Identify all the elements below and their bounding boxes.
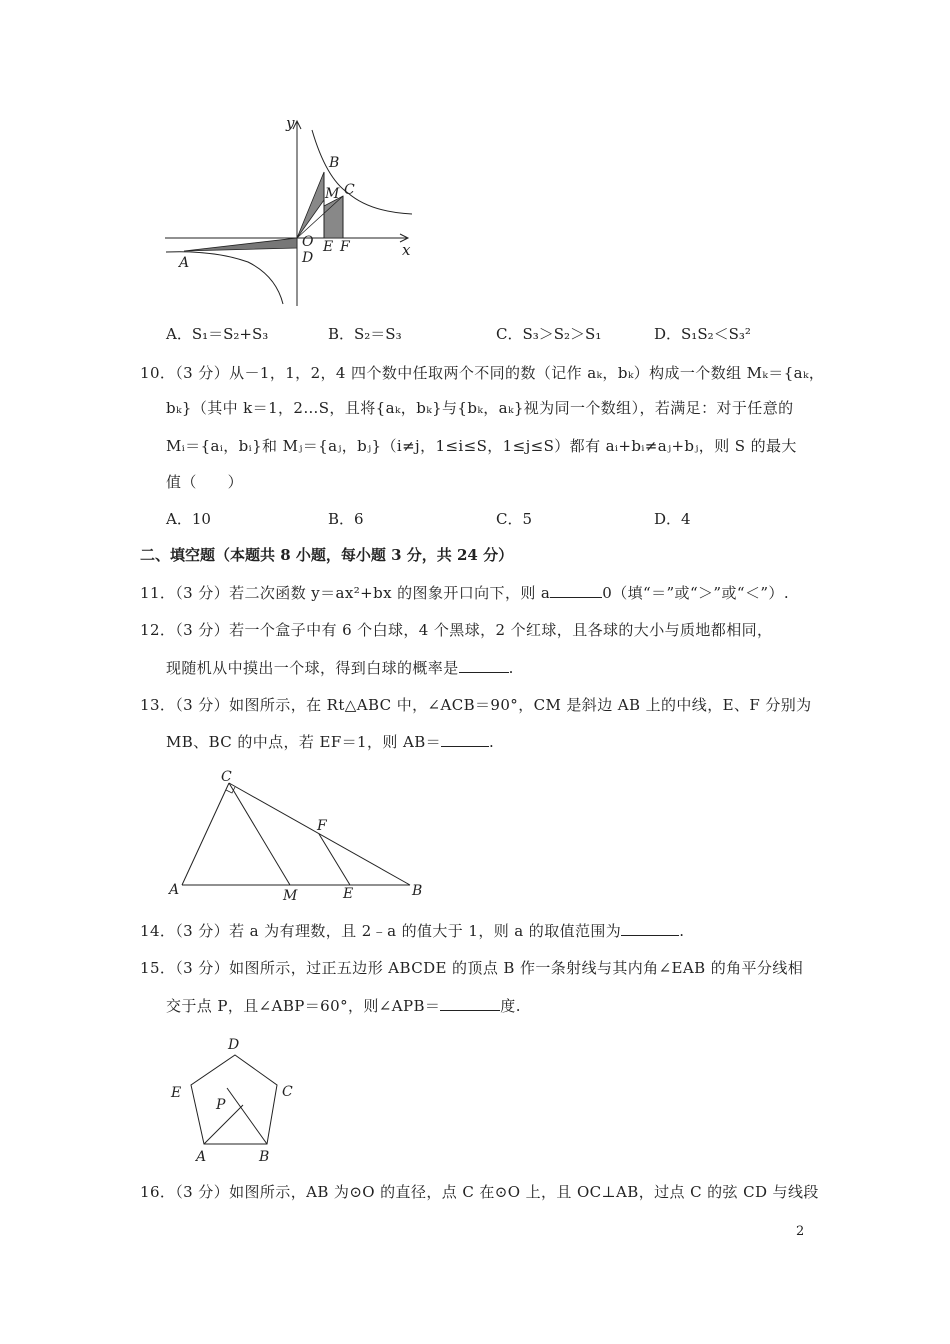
q10-option-a: A．10 [166, 510, 211, 528]
q14-answer-blank [621, 920, 679, 936]
q13-label-F: F [317, 818, 327, 834]
q9-label-C: C [344, 182, 355, 198]
q11 [140, 582, 789, 604]
q10-line-3: Mᵢ＝{aᵢ，bᵢ}和 Mⱼ＝{aⱼ，bⱼ}（i≠j，1≤i≤S，1≤j≤S）都有 aᵢ+bᵢ≠aⱼ+bⱼ，则 S 的最大 [166, 437, 797, 455]
q15-text-before: 交于点 P，且∠ABP＝60°，则∠APB＝ [166, 997, 441, 1015]
q10-line-2: bₖ}（其中 k＝1，2…S，且将{aₖ，bₖ}与{bₖ，aₖ}视为同一个数组），若满足：对于任意的 [166, 399, 794, 417]
q9-label-D: D [302, 250, 314, 266]
q9-label-x: x [402, 241, 411, 259]
q11-answer-blank [550, 582, 602, 598]
q15-line-2 [166, 995, 521, 1017]
q13-label-B: B [412, 883, 423, 899]
q13-line-1: 13．（3 分）如图所示，在 Rt△ABC 中，∠ACB＝90°，CM 是斜边 AB 上的中线，E、F 分别为 [140, 696, 812, 714]
section-fill-in-heading: 二、填空题（本题共 8 小题，每小题 3 分，共 24 分） [140, 546, 514, 564]
q15-label-C: C [282, 1084, 293, 1100]
q9-option-a: A．S₁＝S₂+S₃ [166, 325, 269, 343]
q10-option-d: D．4 [654, 510, 691, 528]
q13-line-2 [166, 731, 494, 753]
q15-label-D: D [228, 1037, 240, 1053]
q12-line-2 [166, 657, 514, 679]
q11-text-before: 11．（3 分）若二次函数 y＝ax²+bx 的图象开口向下，则 a [140, 584, 551, 602]
q15-label-E: E [171, 1085, 182, 1101]
q13-label-E: E [343, 886, 354, 902]
q13-label-M: M [283, 888, 298, 904]
q15-text-after: 度. [500, 997, 521, 1015]
q13-label-A: A [169, 882, 180, 898]
q9-label-y: y [286, 114, 295, 132]
q9-label-O: O [302, 234, 314, 250]
q15-figure [160, 1030, 310, 1170]
q9-label-E: E [323, 239, 334, 255]
q14-text-after: . [679, 922, 685, 940]
q16-line-1: 16．（3 分）如图所示，AB 为⊙O 的直径，点 C 在⊙O 上，且 OC⊥AB，过点 C 的弦 CD 与线段 [140, 1183, 819, 1201]
q9-figure [160, 108, 420, 313]
q14 [140, 920, 684, 942]
q12-answer-blank [459, 657, 509, 673]
q13-answer-blank [441, 731, 489, 747]
q15-answer-blank [440, 995, 500, 1011]
q13-text-before: MB、BC 的中点，若 EF＝1，则 AB＝ [166, 733, 442, 751]
q15-label-B: B [259, 1149, 270, 1165]
q12-text-before: 现随机从中摸出一个球，得到白球的概率是 [166, 659, 459, 677]
q12-text-after: . [508, 659, 514, 677]
page-number: 2 [796, 1224, 805, 1239]
q9-label-M: M [325, 186, 340, 202]
q10-option-b: B．6 [328, 510, 364, 528]
q15-label-A: A [196, 1149, 207, 1165]
q12-line-1: 12．（3 分）若一个盒子中有 6 个白球，4 个黑球，2 个红球，且各球的大小与质地都相同， [140, 621, 773, 639]
q13-label-C: C [221, 769, 232, 785]
q13-figure [160, 760, 440, 910]
q9-label-A: A [179, 255, 190, 271]
q9-option-b: B．S₂＝S₃ [328, 325, 402, 343]
q15-label-P: P [216, 1097, 226, 1113]
q10-line-4: 值（ ） [166, 473, 244, 491]
q9-label-F: F [340, 239, 350, 255]
q15-line-1: 15．（3 分）如图所示，过正五边形 ABCDE 的顶点 B 作一条射线与其内角∠EAB 的角平分线相 [140, 959, 804, 977]
q10-option-c: C．5 [496, 510, 533, 528]
q11-text-after: 0（填“＝”或“＞”或“＜”）. [602, 584, 790, 602]
q13-text-after: . [489, 733, 495, 751]
q9-option-d: D．S₁S₂＜S₃² [654, 325, 751, 343]
q9-label-B: B [329, 155, 340, 171]
q10-line-1: 10．（3 分）从－1，1，2，4 四个数中任取两个不同的数（记作 aₖ，bₖ）构成一个数组 Mₖ＝{aₖ， [140, 364, 825, 382]
q14-text-before: 14．（3 分）若 a 为有理数，且 2﹣a 的值大于 1，则 a 的取值范围为 [140, 922, 622, 940]
q9-option-c: C．S₃＞S₂＞S₁ [496, 325, 602, 343]
